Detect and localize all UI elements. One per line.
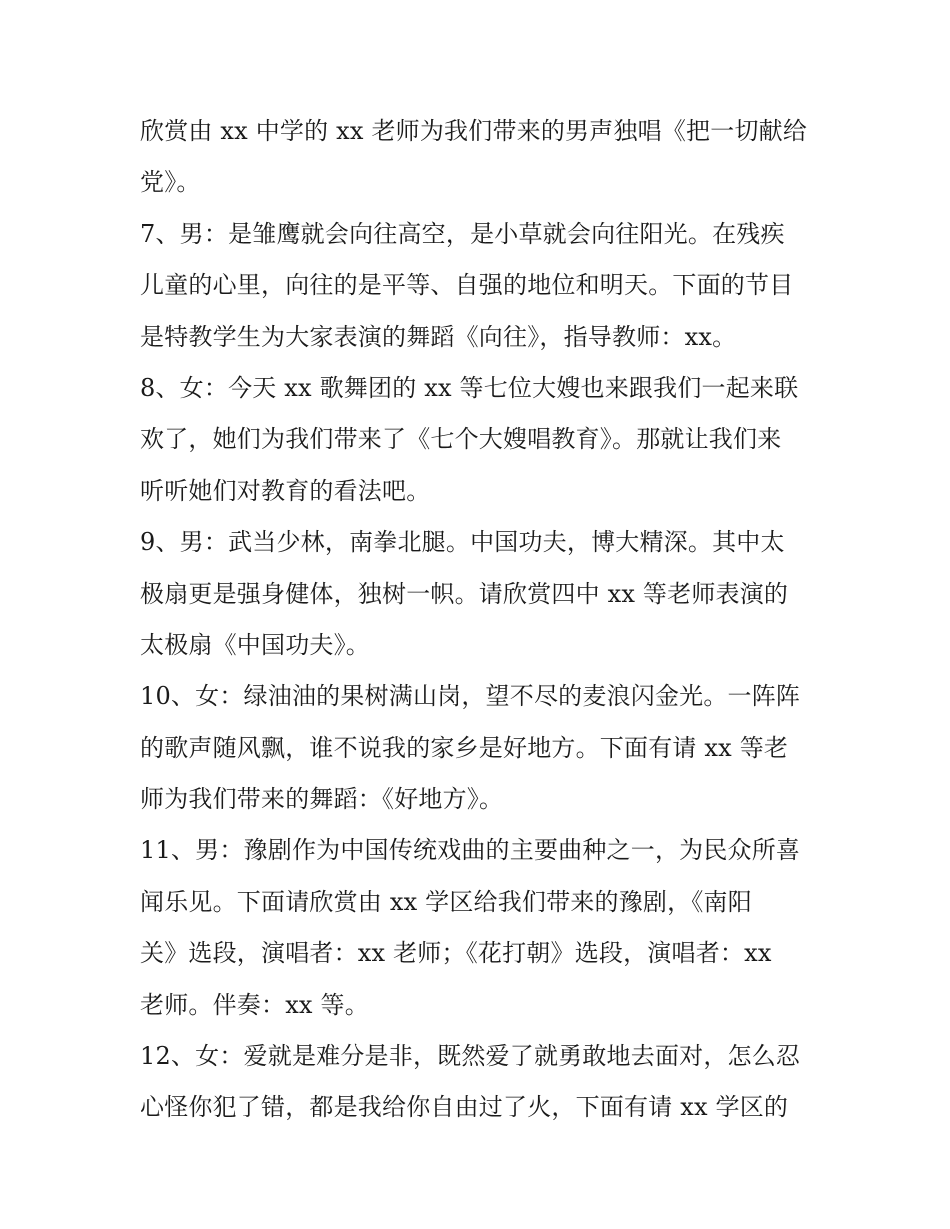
text-line: 老师。伴奏：xx 等。: [140, 990, 369, 1019]
text-line: 欢了，她们为我们带来了《七个大嫂唱教育》。那就让我们来: [140, 425, 782, 454]
text-line: 是特教学生为大家表演的舞蹈《向往》，指导教师：xx。: [140, 322, 737, 351]
text-line: 太极扇《中国功夫》。: [140, 630, 370, 659]
text-line: 听听她们对教育的看法吧。: [140, 476, 431, 505]
text-line: 8、女：今天 xx 歌舞团的 xx 等七位大嫂也来跟我们一起来联: [140, 373, 799, 402]
text-line: 10、女：绿油油的果树满山岗，望不尽的麦浪闪金光。一阵阵: [140, 682, 801, 711]
text-line: 关》选段，演唱者：xx 老师；《花打朝》选段，演唱者：xx: [140, 939, 772, 968]
text-line: 9、男：武当少林，南拳北腿。中国功夫，博大精深。其中太: [140, 528, 785, 557]
text-line: 11、男：豫剧作为中国传统戏曲的主要曲种之一，为民众所喜: [140, 836, 801, 865]
text-line: 7、男：是雏鹰就会向往高空，是小草就会向往阳光。在残疾: [140, 219, 785, 248]
text-line: 师为我们带来的舞蹈：《好地方》。: [140, 785, 504, 814]
text-line: 党》。: [140, 168, 201, 197]
text-line: 闻乐见。下面请欣赏由 xx 学区给我们带来的豫剧，《南阳: [140, 887, 752, 916]
document-body: [140, 106, 820, 1134]
text-line: 心怪你犯了错，都是我给你自由过了火，下面有请 xx 学区的: [140, 1093, 789, 1122]
text-line: 儿童的心里，向往的是平等、自强的地位和明天。下面的节目: [140, 271, 794, 300]
text-line: 欣赏由 xx 中学的 xx 老师为我们带来的男声独唱《把一切献给: [140, 117, 808, 145]
text-line: 极扇更是强身健体，独树一帜。请欣赏四中 xx 等老师表演的: [140, 579, 789, 608]
text-line: 12、女：爱就是难分是非，既然爱了就勇敢地去面对，怎么忍: [140, 1042, 801, 1071]
text-line: 的歌声随风飘，谁不说我的家乡是好地方。下面有请 xx 等老: [140, 733, 789, 762]
